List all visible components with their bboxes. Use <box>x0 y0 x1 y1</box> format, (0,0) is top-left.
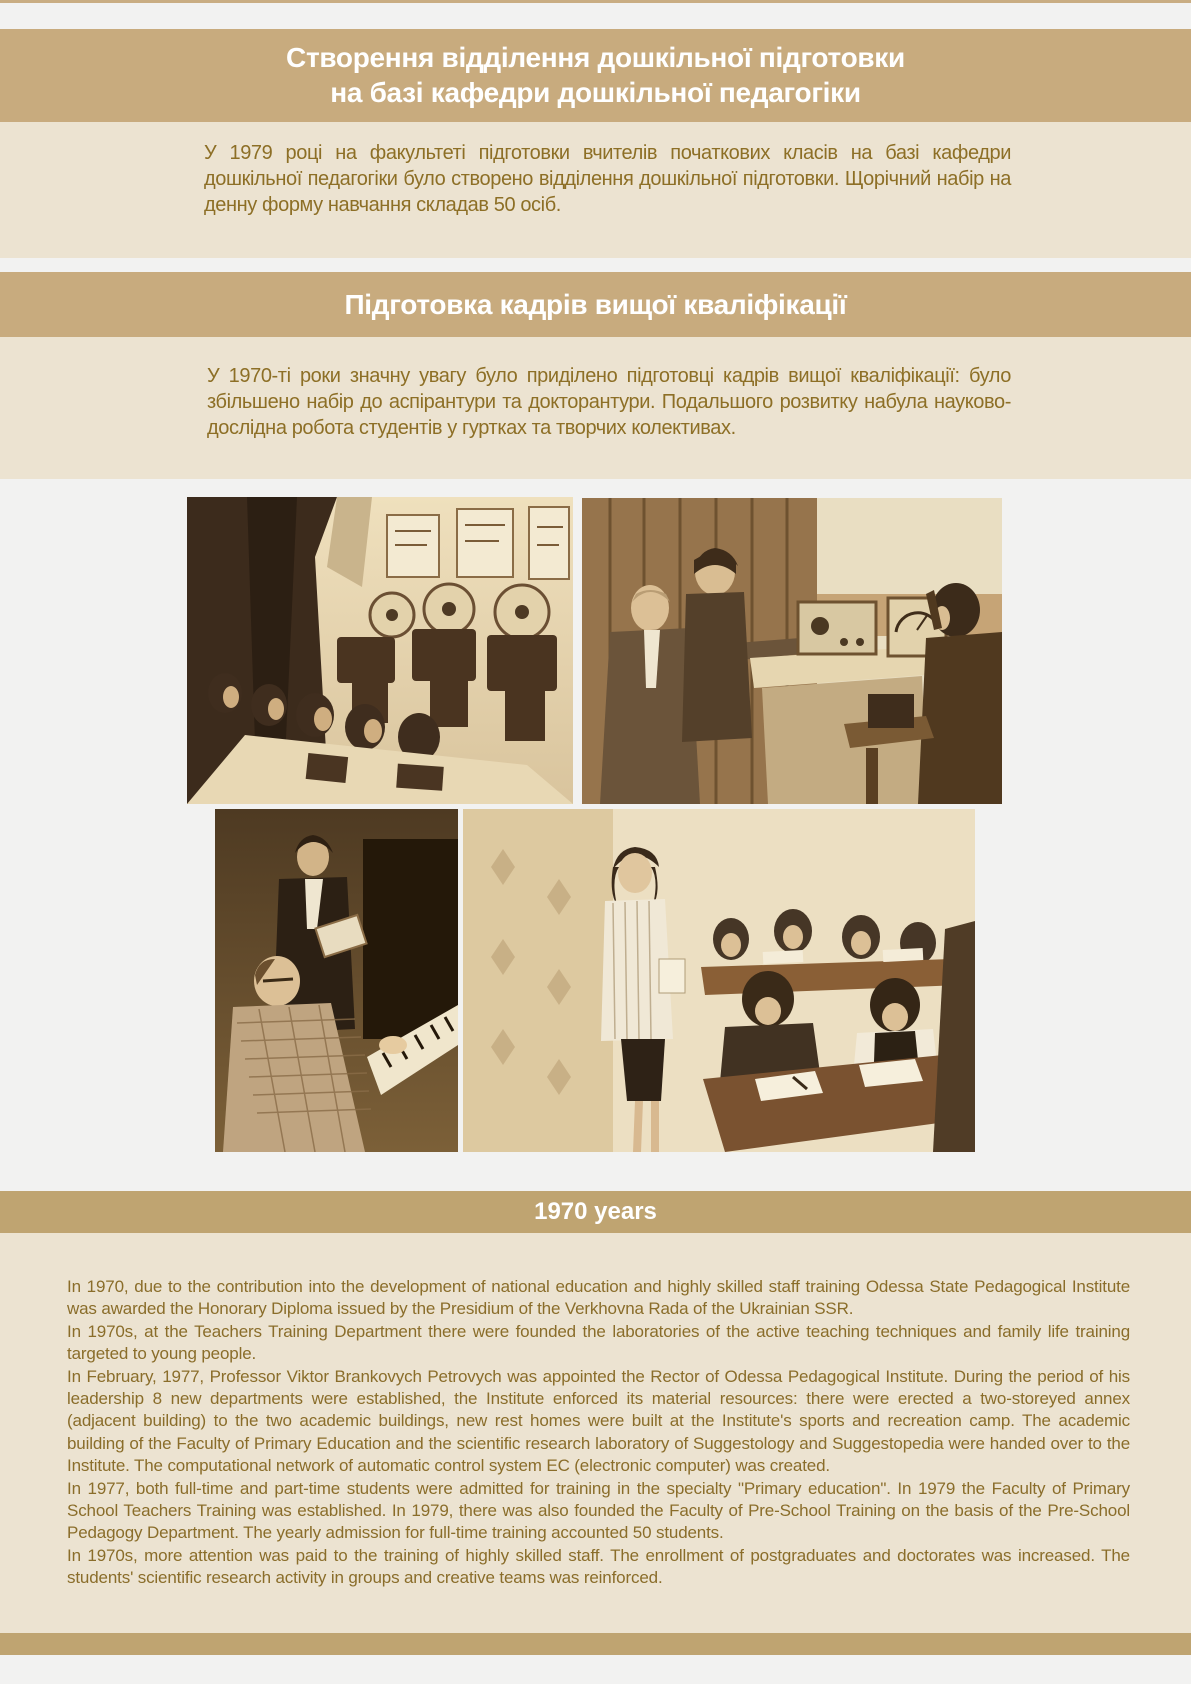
top-edge-strip <box>0 0 1191 3</box>
bottom-tan-strip <box>0 1633 1191 1655</box>
timeline-year-label: 1970 years <box>534 1198 657 1225</box>
english-paragraph-5: In 1970s, more attention was paid to the training of highly skilled staff. The enrollment of postgraduates and doctorates was increased. The students' scientific research activity in groups and creative teams was reinforced. <box>67 1545 1130 1588</box>
wall-posters <box>387 507 569 579</box>
preschool-paragraph-panel <box>0 122 1191 258</box>
photo-equipment-demonstration <box>582 498 1002 804</box>
photo-piano-lesson <box>215 809 458 1152</box>
qualification-paragraph-panel <box>0 337 1191 479</box>
english-summary-text <box>67 1276 1130 1590</box>
english-paragraph-3: In February, 1977, Professor Viktor Brankovych Petrovych was appointed the Rector of Odessa Pedagogical Institute. During the period of his leadership 8 new departments were established, the Institute enforced its material resources: there were erected a two-storeyed annex (adjacent building) to the two academic buildings, new rest homes were built at the Institute's sports and recreation camp. The academic building of the Faculty of Primary Education and the scientific research laboratory of Suggestology and Suggestopedia were handed over to the Institute. The computational network of automatic control system EC (electronic computer) was created. <box>67 1366 1130 1476</box>
section-title-line1: Створення відділення дошкільної підготовки <box>286 42 905 73</box>
piano-body <box>363 839 458 1039</box>
photo-film-projector-classroom <box>187 497 573 804</box>
qualification-title: Підготовка кадрів вищої кваліфікації <box>344 289 847 320</box>
timeline-year-band <box>0 1191 1191 1233</box>
instrument-boxes <box>798 598 946 656</box>
section-header-qualification <box>0 272 1191 337</box>
hand-on-keys <box>379 1036 407 1054</box>
english-paragraph-4: In 1977, both full-time and part-time students were admitted for training in the specialty "Primary education". In 1979 the Faculty of Primary School Teachers Training was established. In 1979, there was also founded the Faculty of Pre-School Training on the basis of the Pre-School Pedagogy Department. The yearly admission for full-time training accounted 50 students. <box>67 1478 1130 1543</box>
english-summary-panel <box>0 1233 1191 1633</box>
curtain-panel <box>463 809 613 1152</box>
section-header-preschool <box>0 29 1191 122</box>
preschool-paragraph: У 1979 році на факультеті підготовки вчителів початкових класів на базі кафедри дошкільної педагогіки було створено відділення дошкільної підготовки. Щорічний набір на денну форму навчання складав 50 осіб. <box>204 142 1011 216</box>
english-paragraph-2: In 1970s, at the Teachers Training Department there were founded the laboratories of the active teaching techniques and family life training targeted to young people. <box>67 1321 1130 1364</box>
photo-classroom-writing <box>463 809 975 1152</box>
section-title-line2: на базі кафедри дошкільної педагогіки <box>330 77 861 108</box>
qualification-paragraph: У 1970-ті роки значну увагу було приділено підготовці кадрів вищої кваліфікації: було збільшено набір до аспірантури та докторантури. Подальшого розвитку набула науково-дослідна робота студентів у гуртках та творчих колективах. <box>207 365 1011 439</box>
english-paragraph-1: In 1970, due to the contribution into the development of national education and highly skilled staff training Odessa State Pedagogical Institute was awarded the Honorary Diploma issued by the Presidium of the Verkhovna Rada of the Ukrainian SSR. <box>67 1277 1130 1319</box>
paper-in-hand <box>659 959 685 993</box>
